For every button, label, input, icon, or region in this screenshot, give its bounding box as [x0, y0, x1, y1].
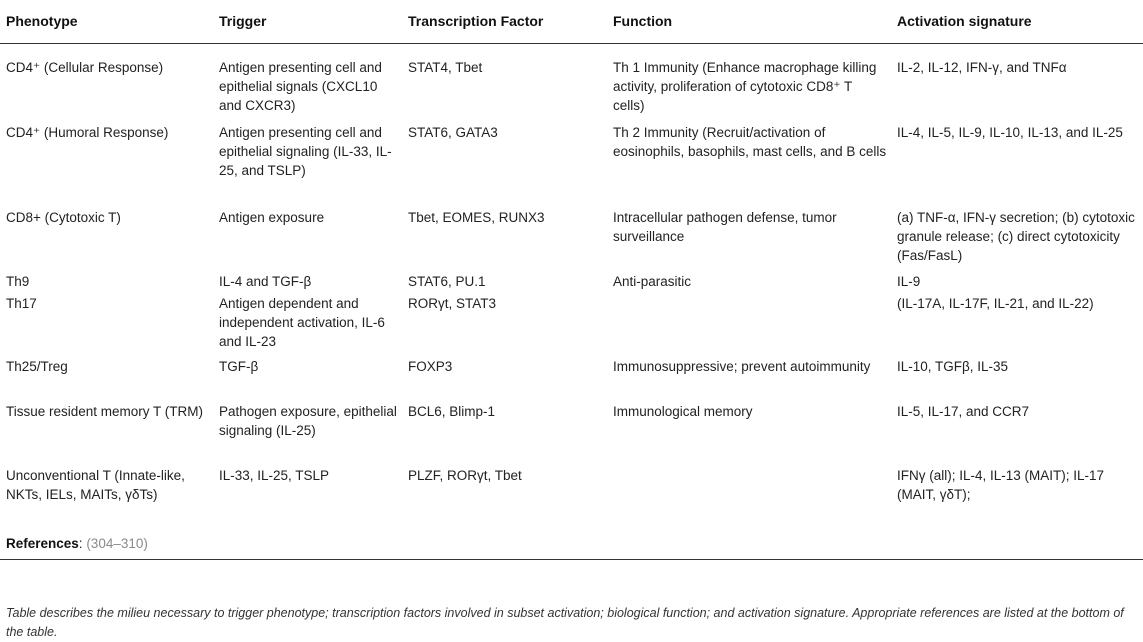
cell-trigger: Antigen presenting cell and epithelial signaling (IL-33, IL-25, and TSLP) [219, 124, 392, 178]
cell-function [607, 294, 891, 357]
cell-function: Intracellular pathogen defense, tumor surveillance [613, 209, 837, 244]
cell-activation-signature: IFNγ (all); IL-4, IL-13 (MAIT); IL-17 (MAIT, γδT); [897, 467, 1105, 502]
cell-phenotype: Th25/Treg [6, 358, 68, 374]
cell-phenotype: CD8+ (Cytotoxic T) [6, 209, 121, 225]
cell-activation-signature: IL-10, TGFβ, IL-35 [897, 358, 1009, 374]
references-link[interactable]: (304–310) [86, 535, 148, 551]
cell-trigger: IL-33, IL-25, TSLP [219, 467, 330, 483]
cell-trigger: Antigen dependent and independent activation, IL-6 and IL-23 [219, 295, 385, 349]
cell-activation-signature: IL-5, IL-17, and CCR7 [897, 403, 1030, 419]
table-row [0, 294, 1143, 357]
header-activation-signature: Activation signature [891, 0, 1143, 44]
header-transcription-factor: Transcription Factor [402, 0, 607, 44]
cell-phenotype: CD4⁺ (Humoral Response) [6, 124, 169, 140]
header-function: Function [607, 0, 891, 44]
cell-phenotype: Th9 [6, 273, 30, 289]
cell-phenotype: Tissue resident memory T (TRM) [6, 403, 204, 419]
table-row [0, 357, 1143, 402]
cell-transcription-factor: STAT6, GATA3 [408, 124, 498, 140]
cell-transcription-factor: STAT4, Tbet [408, 60, 483, 75]
cell-activation-signature: IL-2, IL-12, IFN-γ, and TNFα [897, 60, 1067, 75]
cell-trigger: Pathogen exposure, epithelial signaling (IL-25) [219, 403, 397, 438]
cell-activation-signature: IL-9 [897, 273, 921, 289]
references-row [0, 532, 1143, 560]
table-row [0, 123, 1143, 208]
table-caption: Table describes the milieu necessary to trigger phenotype; transcription factors involved in subset activation; biological function; and activation signature. Appropriate references are listed at the bottom of the table. [6, 606, 1124, 639]
cell-phenotype: CD4⁺ (Cellular Response) [6, 60, 164, 75]
cell-activation-signature: (IL-17A, IL-17F, IL-21, and IL-22) [897, 295, 1094, 311]
cell-function: Th 2 Immunity (Recruit/activation of eosinophils, basophils, mast cells, and B cells [613, 124, 887, 159]
references-separator: : [78, 535, 87, 551]
cell-phenotype: Th17 [6, 295, 37, 311]
table-row [0, 402, 1143, 466]
cell-trigger: Antigen exposure [219, 209, 325, 225]
cell-transcription-factor: STAT6, PU.1 [408, 273, 486, 289]
table-row [0, 272, 1143, 294]
header-phenotype: Phenotype [0, 0, 213, 44]
cell-phenotype: Unconventional T (Innate-like, NKTs, IELs, MAITs, γδTs) [6, 467, 185, 502]
cell-trigger: Antigen presenting cell and epithelial signals (CXCL10 and CXCR3) [219, 60, 382, 113]
cell-trigger: IL-4 and TGF-β [219, 273, 312, 289]
table-row [0, 466, 1143, 532]
cell-activation-signature: IL-4, IL-5, IL-9, IL-10, IL-13, and IL-25 [897, 124, 1123, 140]
cell-function: Immunosuppressive; prevent autoimmunity [613, 358, 871, 374]
cell-function: Th 1 Immunity (Enhance macrophage killing activity, proliferation of cytotoxic CD8⁺ T cells) [613, 60, 877, 113]
cell-function: Immunological memory [613, 403, 753, 419]
cell-transcription-factor: PLZF, RORγt, Tbet [408, 467, 522, 483]
cell-transcription-factor: BCL6, Blimp-1 [408, 403, 496, 419]
references-label: References [6, 535, 79, 551]
references-cell [0, 532, 1143, 560]
cell-function: Anti-parasitic [613, 273, 692, 289]
table-row [0, 208, 1143, 272]
cell-transcription-factor: RORγt, STAT3 [408, 295, 497, 311]
header-row [0, 0, 1143, 44]
cell-activation-signature: (a) TNF-α, IFN-γ secretion; (b) cytotoxic granule release; (c) direct cytotoxicity (Fas/FasL) [897, 209, 1135, 263]
table-row [0, 44, 1143, 123]
header-trigger: Trigger [213, 0, 402, 44]
cell-transcription-factor: FOXP3 [408, 358, 453, 374]
cell-function [607, 466, 891, 532]
cell-transcription-factor: Tbet, EOMES, RUNX3 [408, 209, 545, 225]
cell-trigger: TGF-β [219, 358, 259, 374]
